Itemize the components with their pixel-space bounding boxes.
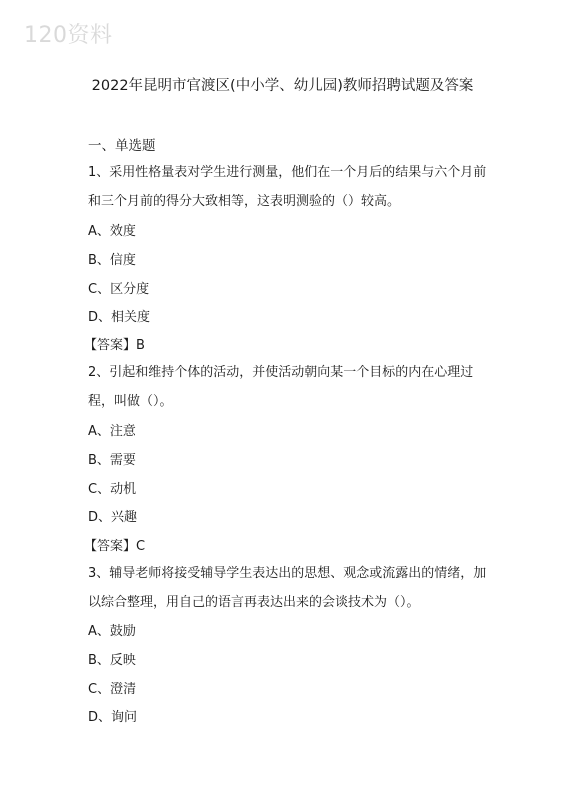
question-2-option-d: D、兴趣 — [88, 510, 138, 525]
question-3-option-b: B、反映 — [88, 653, 136, 668]
question-3-option-a: A、鼓励 — [88, 624, 136, 639]
question-2-answer: 【答案】C — [84, 539, 146, 554]
question-3-stem: 3、辅导老师将接受辅导学生表达出的思想、观念或流露出的情绪，加以综合整理，用自己的语言再表达出来的会谈技术为（）。 — [88, 566, 487, 610]
document-title: 2022年昆明市官渡区(中小学、幼儿园)教师招聘试题及答案 — [91, 78, 474, 94]
question-1-option-c: C、区分度 — [88, 282, 150, 297]
question-1-option-d: D、相关度 — [88, 310, 151, 325]
question-3-option-c: C、澄清 — [88, 682, 137, 697]
watermark: 120资料 — [24, 23, 113, 48]
question-1-option-a: A、效度 — [88, 224, 136, 239]
question-3-option-d: D、询问 — [88, 710, 138, 725]
question-2-option-a: A、注意 — [88, 424, 136, 439]
question-1-option-b: B、信度 — [88, 253, 136, 268]
question-2-option-c: C、动机 — [88, 482, 137, 497]
question-2-option-b: B、需要 — [88, 453, 136, 468]
question-1-answer: 【答案】B — [84, 338, 145, 353]
section-heading: 一、单选题 — [88, 138, 156, 154]
question-2-stem: 2、引起和维持个体的活动，并使活动朝向某一个目标的内在心理过程，叫做（）。 — [88, 365, 474, 409]
question-1-stem: 1、采用性格量表对学生进行测量，他们在一个月后的结果与六个月前和三个月前的得分大致相等，这表明测验的（）较高。 — [88, 165, 487, 209]
